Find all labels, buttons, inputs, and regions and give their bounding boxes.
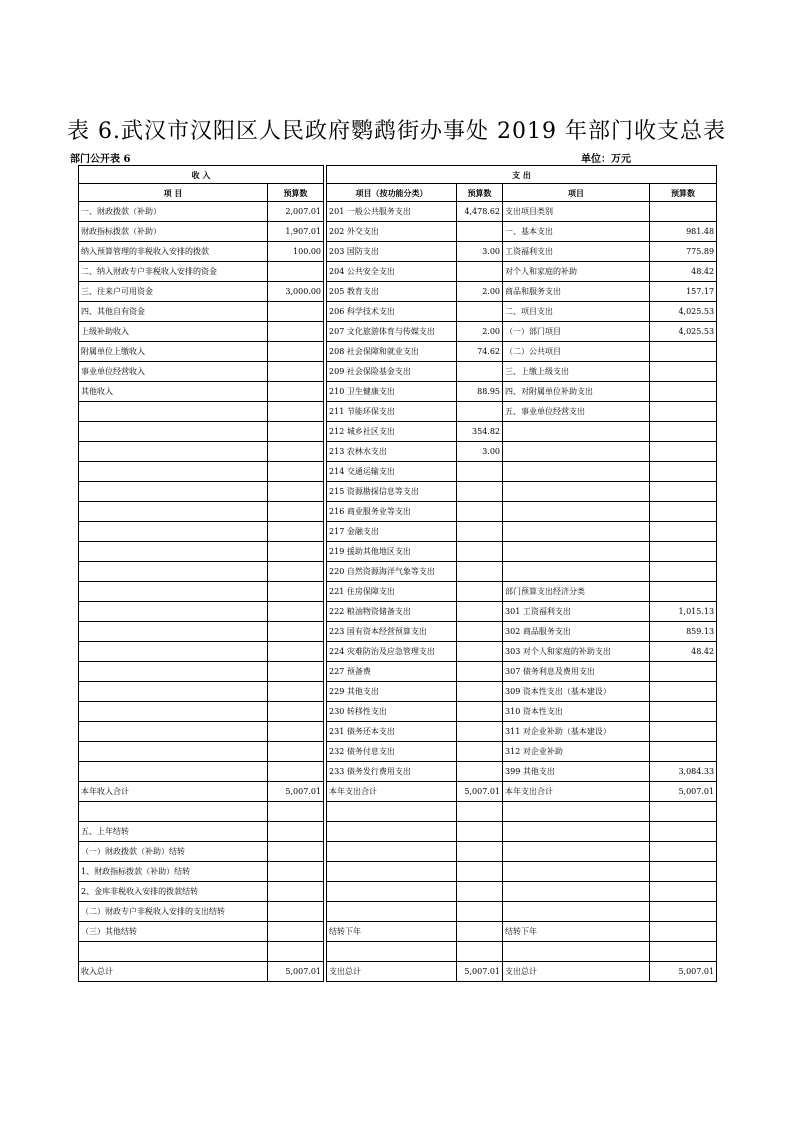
func-item-cell: 结转下年 <box>327 922 457 942</box>
table-row <box>79 902 717 922</box>
func-amount-cell: 4,478.62 <box>457 202 503 222</box>
income-item-cell <box>79 722 268 742</box>
table-row <box>79 582 717 602</box>
econ-item-cell: 312 对企业补助 <box>503 742 650 762</box>
econ-amount-cell <box>650 462 717 482</box>
income-item-cell: 附属单位上缴收入 <box>79 342 268 362</box>
income-item-cell <box>79 742 268 762</box>
econ-item-cell <box>503 822 650 842</box>
func-item-cell: 212 城乡社区支出 <box>327 422 457 442</box>
income-item-cell: 二、纳入财政专户非税收入安排的资金 <box>79 262 268 282</box>
section-header-row <box>79 166 717 184</box>
econ-amount-cell <box>650 362 717 382</box>
table-row <box>79 602 717 622</box>
table-row <box>79 702 717 722</box>
income-item-cell: 本年收入合计 <box>79 782 268 802</box>
econ-amount-cell <box>650 722 717 742</box>
table-row <box>79 622 717 642</box>
table-row <box>79 682 717 702</box>
func-item-cell: 205 教育支出 <box>327 282 457 302</box>
income-amount-cell <box>268 362 324 382</box>
func-amount-cell <box>457 902 503 922</box>
income-item-cell <box>79 942 268 962</box>
econ-item-cell <box>503 422 650 442</box>
income-item-header: 项 目 <box>79 184 268 202</box>
income-budget-header: 预算数 <box>268 184 324 202</box>
income-item-cell <box>79 622 268 642</box>
income-amount-cell <box>268 922 324 942</box>
econ-item-cell <box>503 902 650 922</box>
func-amount-cell <box>457 822 503 842</box>
func-item-cell <box>327 882 457 902</box>
table-row <box>79 322 717 342</box>
econ-amount-cell <box>650 482 717 502</box>
econ-item-cell: 支出总计 <box>503 962 650 982</box>
econ-amount-cell <box>650 682 717 702</box>
func-item-cell: 223 国有资本经营预算支出 <box>327 622 457 642</box>
func-amount-cell <box>457 642 503 662</box>
econ-amount-cell: 157.17 <box>650 282 717 302</box>
func-amount-cell <box>457 602 503 622</box>
econ-item-cell <box>503 562 650 582</box>
econ-amount-cell <box>650 742 717 762</box>
unit-label: 单位：万元 <box>581 154 631 165</box>
econ-amount-cell: 4,025.53 <box>650 302 717 322</box>
table-row <box>79 302 717 322</box>
income-amount-cell: 3,000.00 <box>268 282 324 302</box>
func-amount-cell <box>457 522 503 542</box>
income-item-cell: 其他收入 <box>79 382 268 402</box>
table-row <box>79 962 717 982</box>
econ-amount-cell <box>650 862 717 882</box>
func-amount-cell <box>457 702 503 722</box>
income-item-cell: 1、财政指标拨款（补助）结转 <box>79 862 268 882</box>
income-amount-cell <box>268 582 324 602</box>
econ-item-cell: 对个人和家庭的补助 <box>503 262 650 282</box>
func-item-cell: 232 债务付息支出 <box>327 742 457 762</box>
income-amount-cell <box>268 602 324 622</box>
econ-amount-cell: 48.42 <box>650 642 717 662</box>
income-amount-cell <box>268 802 324 822</box>
income-amount-cell <box>268 562 324 582</box>
econ-amount-cell <box>650 582 717 602</box>
income-amount-cell <box>268 682 324 702</box>
econ-item-cell: 结转下年 <box>503 922 650 942</box>
income-item-cell <box>79 462 268 482</box>
econ-amount-cell <box>650 442 717 462</box>
econ-item-cell: 399 其他支出 <box>503 762 650 782</box>
func-item-cell: 210 卫生健康支出 <box>327 382 457 402</box>
func-amount-cell: 2.00 <box>457 282 503 302</box>
econ-amount-cell <box>650 202 717 222</box>
econ-amount-cell: 5,007.01 <box>650 962 717 982</box>
income-amount-cell <box>268 942 324 962</box>
income-amount-cell <box>268 742 324 762</box>
func-item-header: 项目（按功能分类） <box>327 184 457 202</box>
table-row <box>79 922 717 942</box>
func-item-cell: 209 社会保险基金支出 <box>327 362 457 382</box>
table-row <box>79 662 717 682</box>
func-item-cell <box>327 822 457 842</box>
func-amount-cell <box>457 862 503 882</box>
func-amount-cell <box>457 842 503 862</box>
income-amount-cell <box>268 342 324 362</box>
func-amount-cell: 354.82 <box>457 422 503 442</box>
func-item-cell: 222 粮油物资储备支出 <box>327 602 457 622</box>
table-row <box>79 502 717 522</box>
func-amount-cell <box>457 762 503 782</box>
econ-item-cell <box>503 442 650 462</box>
econ-amount-cell: 981.48 <box>650 222 717 242</box>
income-amount-cell <box>268 322 324 342</box>
income-amount-cell <box>268 302 324 322</box>
econ-amount-cell <box>650 422 717 442</box>
income-item-cell <box>79 522 268 542</box>
income-item-cell <box>79 422 268 442</box>
econ-item-cell <box>503 482 650 502</box>
income-amount-cell <box>268 882 324 902</box>
econ-item-cell <box>503 842 650 862</box>
econ-amount-cell <box>650 662 717 682</box>
econ-item-cell: 309 资本性支出（基本建设） <box>503 682 650 702</box>
econ-item-cell: 三、上缴上级支出 <box>503 362 650 382</box>
income-amount-cell <box>268 542 324 562</box>
table-row <box>79 882 717 902</box>
table-row <box>79 942 717 962</box>
func-item-cell: 214 交通运输支出 <box>327 462 457 482</box>
table-row <box>79 762 717 782</box>
econ-item-cell: 303 对个人和家庭的补助支出 <box>503 642 650 662</box>
table-row <box>79 642 717 662</box>
func-item-cell: 215 资源勘探信息等支出 <box>327 482 457 502</box>
func-amount-cell: 88.95 <box>457 382 503 402</box>
func-amount-cell <box>457 942 503 962</box>
income-item-cell <box>79 702 268 722</box>
table-row <box>79 822 717 842</box>
table-row <box>79 382 717 402</box>
func-item-cell: 216 商业服务业等支出 <box>327 502 457 522</box>
income-item-cell: 纳入预算管理的非税收入安排的拨款 <box>79 242 268 262</box>
econ-amount-cell: 1,015.13 <box>650 602 717 622</box>
income-amount-cell: 2,007.01 <box>268 202 324 222</box>
econ-item-cell <box>503 462 650 482</box>
func-item-cell: 227 预备费 <box>327 662 457 682</box>
income-item-cell: 一、财政拨款（补助） <box>79 202 268 222</box>
page-title: 表 6.武汉市汉阳区人民政府鹦鹉街办事处 2019 年部门收支总表 <box>67 119 726 144</box>
income-amount-cell <box>268 442 324 462</box>
func-amount-cell: 3.00 <box>457 442 503 462</box>
income-amount-cell <box>268 662 324 682</box>
func-item-cell: 224 灾难防治及应急管理支出 <box>327 642 457 662</box>
income-amount-cell <box>268 402 324 422</box>
income-item-cell: 上级补助收入 <box>79 322 268 342</box>
econ-amount-cell <box>650 522 717 542</box>
econ-item-cell <box>503 942 650 962</box>
func-item-cell: 206 科学技术支出 <box>327 302 457 322</box>
table-row <box>79 742 717 762</box>
func-amount-cell <box>457 582 503 602</box>
func-item-cell <box>327 942 457 962</box>
income-item-cell: （一）财政拨款（补助）结转 <box>79 842 268 862</box>
table-row <box>79 782 717 802</box>
income-amount-cell <box>268 502 324 522</box>
table-row <box>79 842 717 862</box>
column-header-row <box>79 184 717 202</box>
table-row <box>79 462 717 482</box>
func-amount-cell <box>457 562 503 582</box>
income-amount-cell <box>268 842 324 862</box>
func-item-cell: 229 其他支出 <box>327 682 457 702</box>
func-amount-cell <box>457 622 503 642</box>
income-item-cell <box>79 682 268 702</box>
income-item-cell <box>79 502 268 522</box>
econ-item-cell <box>503 882 650 902</box>
econ-item-cell: 307 债务利息及费用支出 <box>503 662 650 682</box>
econ-item-cell: 支出项目类别 <box>503 202 650 222</box>
econ-amount-cell <box>650 542 717 562</box>
econ-item-cell: 商品和服务支出 <box>503 282 650 302</box>
func-amount-cell <box>457 502 503 522</box>
func-amount-cell <box>457 302 503 322</box>
income-item-cell: 收入总计 <box>79 962 268 982</box>
income-item-cell: （二）财政专户非税收入安排的支出结转 <box>79 902 268 922</box>
econ-item-cell: 四、对附属单位补助支出 <box>503 382 650 402</box>
func-item-cell: 219 援助其他地区支出 <box>327 542 457 562</box>
income-amount-cell <box>268 822 324 842</box>
income-item-cell <box>79 482 268 502</box>
econ-item-cell: （二）公共项目 <box>503 342 650 362</box>
func-budget-header: 预算数 <box>457 184 503 202</box>
table-row <box>79 722 717 742</box>
func-amount-cell <box>457 922 503 942</box>
econ-amount-cell <box>650 802 717 822</box>
func-item-cell <box>327 902 457 922</box>
func-item-cell: 本年支出合计 <box>327 782 457 802</box>
func-amount-cell <box>457 682 503 702</box>
econ-item-cell: 310 资本性支出 <box>503 702 650 722</box>
func-item-cell: 207 文化旅游体育与传媒支出 <box>327 322 457 342</box>
func-item-cell: 211 节能环保支出 <box>327 402 457 422</box>
econ-amount-cell <box>650 942 717 962</box>
econ-amount-cell <box>650 382 717 402</box>
income-amount-cell: 5,007.01 <box>268 782 324 802</box>
econ-amount-cell <box>650 822 717 842</box>
func-amount-cell <box>457 542 503 562</box>
expense-header: 支 出 <box>327 166 717 184</box>
econ-item-cell: 五、事业单位经营支出 <box>503 402 650 422</box>
econ-item-cell: 301 工资福利支出 <box>503 602 650 622</box>
income-amount-cell <box>268 462 324 482</box>
func-item-cell: 230 转移性支出 <box>327 702 457 722</box>
income-item-cell <box>79 562 268 582</box>
table-row <box>79 422 717 442</box>
income-item-cell <box>79 402 268 422</box>
econ-amount-cell <box>650 882 717 902</box>
econ-item-cell <box>503 802 650 822</box>
econ-amount-cell: 4,025.53 <box>650 322 717 342</box>
econ-amount-cell <box>650 842 717 862</box>
table-row <box>79 482 717 502</box>
func-item-cell <box>327 862 457 882</box>
func-item-cell: 220 自然资源海洋气象等支出 <box>327 562 457 582</box>
income-amount-cell <box>268 702 324 722</box>
econ-amount-cell: 5,007.01 <box>650 782 717 802</box>
table-row <box>79 342 717 362</box>
table-row <box>79 242 717 262</box>
table-row <box>79 442 717 462</box>
func-amount-cell <box>457 802 503 822</box>
func-item-cell: 233 债务发行费用支出 <box>327 762 457 782</box>
income-item-cell <box>79 662 268 682</box>
income-amount-cell <box>268 902 324 922</box>
func-item-cell <box>327 802 457 822</box>
income-amount-cell <box>268 422 324 442</box>
table-row <box>79 282 717 302</box>
econ-item-cell: 本年支出合计 <box>503 782 650 802</box>
econ-item-cell: 302 商品服务支出 <box>503 622 650 642</box>
econ-item-cell: 二、项目支出 <box>503 302 650 322</box>
func-item-cell: 支出总计 <box>327 962 457 982</box>
income-amount-cell <box>268 482 324 502</box>
income-item-cell: （三）其他结转 <box>79 922 268 942</box>
func-amount-cell <box>457 462 503 482</box>
func-amount-cell <box>457 722 503 742</box>
table-row <box>79 202 717 222</box>
func-item-cell <box>327 842 457 862</box>
econ-item-cell <box>503 542 650 562</box>
income-item-cell: 2、金库非税收入安排的拨款结转 <box>79 882 268 902</box>
econ-amount-cell <box>650 702 717 722</box>
income-item-cell <box>79 442 268 462</box>
income-item-cell: 财政指标拨款（补助） <box>79 222 268 242</box>
income-item-cell <box>79 642 268 662</box>
func-amount-cell: 74.62 <box>457 342 503 362</box>
income-amount-cell <box>268 622 324 642</box>
econ-item-cell: 工资福利支出 <box>503 242 650 262</box>
income-item-cell <box>79 602 268 622</box>
func-item-cell: 217 金融支出 <box>327 522 457 542</box>
econ-item-cell <box>503 862 650 882</box>
func-item-cell: 201 一般公共服务支出 <box>327 202 457 222</box>
income-amount-cell <box>268 262 324 282</box>
func-amount-cell <box>457 402 503 422</box>
func-amount-cell <box>457 362 503 382</box>
income-item-cell <box>79 582 268 602</box>
income-item-cell <box>79 542 268 562</box>
income-amount-cell <box>268 762 324 782</box>
econ-item-cell <box>503 502 650 522</box>
income-item-cell: 事业单位经营收入 <box>79 362 268 382</box>
table-row <box>79 802 717 822</box>
func-amount-cell <box>457 262 503 282</box>
table-row <box>79 222 717 242</box>
income-item-cell: 三、往来户可用资金 <box>79 282 268 302</box>
table-row <box>79 522 717 542</box>
econ-item-cell: （一）部门项目 <box>503 322 650 342</box>
econ-item-cell: 部门预算支出经济分类 <box>503 582 650 602</box>
income-amount-cell <box>268 642 324 662</box>
econ-amount-cell <box>650 922 717 942</box>
form-number: 部门公开表 6 <box>70 154 131 165</box>
table-row <box>79 862 717 882</box>
econ-amount-cell <box>650 562 717 582</box>
econ-amount-cell: 859.13 <box>650 622 717 642</box>
func-item-cell: 203 国防支出 <box>327 242 457 262</box>
budget-table <box>78 165 717 982</box>
econ-amount-cell: 48.42 <box>650 262 717 282</box>
econ-amount-cell <box>650 502 717 522</box>
func-amount-cell: 5,007.01 <box>457 782 503 802</box>
func-amount-cell: 2.00 <box>457 322 503 342</box>
econ-amount-cell: 3,084.33 <box>650 762 717 782</box>
income-item-cell: 五、上年结转 <box>79 822 268 842</box>
income-amount-cell: 100.00 <box>268 242 324 262</box>
table-row <box>79 402 717 422</box>
func-amount-cell <box>457 882 503 902</box>
income-amount-cell <box>268 382 324 402</box>
table-body <box>79 166 717 982</box>
income-amount-cell <box>268 522 324 542</box>
func-item-cell: 202 外交支出 <box>327 222 457 242</box>
econ-item-cell: 311 对企业补助（基本建设） <box>503 722 650 742</box>
func-amount-cell <box>457 222 503 242</box>
econ-budget-header: 预算数 <box>650 184 717 202</box>
income-amount-cell: 5,007.01 <box>268 962 324 982</box>
econ-amount-cell <box>650 342 717 362</box>
econ-item-cell <box>503 522 650 542</box>
func-amount-cell: 3.00 <box>457 242 503 262</box>
func-item-cell: 231 债务还本支出 <box>327 722 457 742</box>
income-amount-cell <box>268 862 324 882</box>
table-row <box>79 542 717 562</box>
econ-amount-cell <box>650 902 717 922</box>
func-item-cell: 204 公共安全支出 <box>327 262 457 282</box>
func-item-cell: 213 农林水支出 <box>327 442 457 462</box>
table-row <box>79 262 717 282</box>
table-row <box>79 362 717 382</box>
econ-amount-cell <box>650 402 717 422</box>
func-item-cell: 208 社会保障和就业支出 <box>327 342 457 362</box>
func-amount-cell <box>457 662 503 682</box>
income-amount-cell: 1,907.01 <box>268 222 324 242</box>
func-amount-cell <box>457 482 503 502</box>
econ-item-header: 项目 <box>503 184 650 202</box>
func-amount-cell: 5,007.01 <box>457 962 503 982</box>
func-item-cell: 221 住房保障支出 <box>327 582 457 602</box>
econ-item-cell: 一、基本支出 <box>503 222 650 242</box>
income-header: 收 入 <box>79 166 324 184</box>
income-item-cell <box>79 762 268 782</box>
income-amount-cell <box>268 722 324 742</box>
income-item-cell <box>79 802 268 822</box>
table-row <box>79 562 717 582</box>
income-item-cell: 四、其他自有资金 <box>79 302 268 322</box>
func-amount-cell <box>457 742 503 762</box>
econ-amount-cell: 775.89 <box>650 242 717 262</box>
